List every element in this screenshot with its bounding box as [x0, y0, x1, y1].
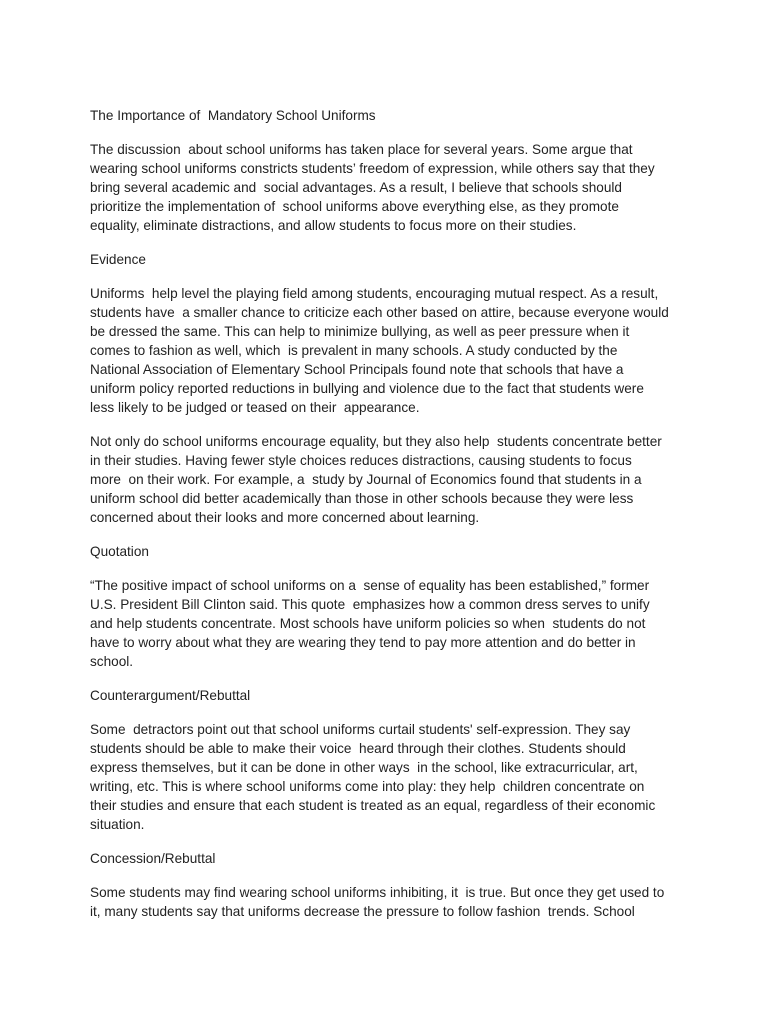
section-heading: Concession/Rebuttal — [90, 851, 216, 866]
paragraph-line: The discussion about school uniforms has taken place for several years. Some argue that — [90, 142, 633, 157]
paragraph-line: express themselves, but it can be done in other ways in the school, like extracurricular, art, — [90, 760, 638, 775]
paragraph-line: bring several academic and social advantages. As a result, I believe that schools should — [90, 180, 622, 195]
paragraph-line: prioritize the implementation of school uniforms above everything else, as they promote — [90, 199, 619, 214]
title-text: The Importance of Mandatory School Uniforms — [90, 108, 376, 123]
paragraph-line: school. — [90, 654, 134, 669]
paragraph-line: wearing school uniforms constricts students’ freedom of expression, while others say that they — [90, 161, 655, 176]
paragraph-line: comes to fashion as well, which is prevalent in many schools. A study conducted by the — [90, 343, 618, 358]
paragraph-line: less likely to be judged or teased on their appearance. — [90, 400, 420, 415]
evidence-paragraph-2 — [90, 432, 690, 527]
section-heading: Evidence — [90, 252, 146, 267]
counterargument-paragraph — [90, 720, 690, 834]
paragraph-line: Some detractors point out that school uniforms curtail students' self-expression. They say — [90, 722, 631, 737]
paragraph-line: U.S. President Bill Clinton said. This quote emphasizes how a common dress serves to unify — [90, 597, 650, 612]
paragraph-line: students have a smaller chance to criticize each other based on attire, because everyone would — [90, 305, 669, 320]
paragraph-line: more on their work. For example, a study by Journal of Economics found that students in a — [90, 472, 642, 487]
paragraph-line: be dressed the same. This can help to minimize bullying, as well as peer pressure when it — [90, 324, 630, 339]
paragraph-line: “The positive impact of school uniforms on a sense of equality has been established,” former — [90, 578, 650, 593]
paragraph-line: uniform policy reported reductions in bullying and violence due to the fact that students were — [90, 381, 644, 396]
section-heading: Counterargument/Rebuttal — [90, 688, 251, 703]
paragraph-line: and help students concentrate. Most schools have uniform policies so when students do not — [90, 616, 646, 631]
paragraph-line: it, many students say that uniforms decrease the pressure to follow fashion trends. School — [90, 904, 635, 919]
paragraph-line: students should be able to make their voice heard through their clothes. Students should — [90, 741, 626, 756]
paragraph-line: National Association of Elementary School Principals found note that schools that have a — [90, 362, 624, 377]
paragraph-line: situation. — [90, 817, 145, 832]
paragraph-line: have to worry about what they are wearing they tend to pay more attention and do better in — [90, 635, 636, 650]
paragraph-line: Not only do school uniforms encourage equality, but they also help students concentrate better — [90, 434, 662, 449]
document-title — [90, 106, 690, 125]
quotation-paragraph — [90, 576, 690, 671]
concession-paragraph — [90, 883, 690, 921]
quotation-heading — [90, 542, 690, 561]
paragraph-line: concerned about their looks and more concerned about learning. — [90, 510, 480, 525]
paragraph-line: Some students may find wearing school uniforms inhibiting, it is true. But once they get used to — [90, 885, 665, 900]
concession-heading — [90, 849, 690, 868]
paragraph-line: in their studies. Having fewer style choices reduces distractions, causing students to focus — [90, 453, 632, 468]
paragraph-line: writing, etc. This is where school uniforms come into play: they help children concentrate on — [90, 779, 645, 794]
paragraph-line: Uniforms help level the playing field among students, encouraging mutual respect. As a result, — [90, 286, 659, 301]
counterargument-heading — [90, 686, 690, 705]
document-page — [90, 106, 690, 921]
evidence-heading — [90, 250, 690, 269]
paragraph-line: equality, eliminate distractions, and allow students to focus more on their studies. — [90, 218, 577, 233]
evidence-paragraph-1 — [90, 284, 690, 417]
section-heading: Quotation — [90, 544, 149, 559]
paragraph-line: uniform school did better academically than those in other schools because they were less — [90, 491, 634, 506]
paragraph-line: their studies and ensure that each student is treated as an equal, regardless of their economic — [90, 798, 656, 813]
intro-paragraph — [90, 140, 690, 235]
